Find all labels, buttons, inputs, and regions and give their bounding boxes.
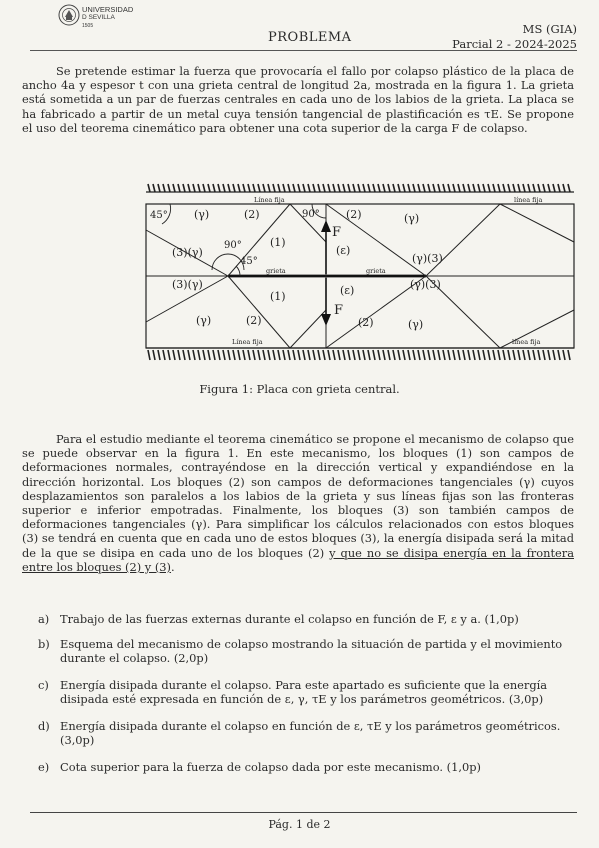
hatch-mark xyxy=(318,350,320,360)
hatch-mark xyxy=(203,184,205,192)
hatch-mark xyxy=(153,350,155,360)
hatch-mark xyxy=(228,350,230,360)
hatch-mark xyxy=(178,184,180,192)
hatch-mark xyxy=(173,184,175,192)
question-label: b) xyxy=(38,636,50,651)
label-eps-bot: (ε) xyxy=(340,284,355,297)
hatch-mark xyxy=(568,350,570,360)
hatch-mark xyxy=(258,184,260,192)
hatch-mark xyxy=(213,350,215,360)
hatch-mark xyxy=(438,350,440,360)
hatch-mark xyxy=(538,184,540,192)
figure-plate-diagram xyxy=(140,170,580,368)
label-fixed-line-tl: Línea fija xyxy=(254,196,285,204)
hatch-mark xyxy=(238,184,240,192)
hatch-mark xyxy=(148,350,150,360)
hatch-mark xyxy=(463,184,465,192)
label-angle-45-left: 45° xyxy=(150,210,168,221)
page-title: PROBLEMA xyxy=(268,30,352,45)
label-fixed-line-tr: línea fija xyxy=(514,196,543,204)
figure-caption: Figura 1: Placa con grieta central. xyxy=(199,382,400,396)
hatch-mark xyxy=(413,184,415,192)
hatch-mark xyxy=(543,350,545,360)
hatch-mark xyxy=(533,184,535,192)
hatch-mark xyxy=(278,184,280,192)
hatch-mark xyxy=(233,350,235,360)
question-label: c) xyxy=(38,677,49,692)
question-d xyxy=(38,719,573,748)
hatch-mark xyxy=(408,184,410,192)
hatch-mark xyxy=(553,350,555,360)
label-fixed-line-bl: Línea fija xyxy=(232,338,263,346)
question-c xyxy=(38,678,573,707)
hatch-mark xyxy=(188,350,190,360)
hatch-mark xyxy=(338,184,340,192)
hatch-mark xyxy=(553,184,555,192)
hatch-mark xyxy=(343,350,345,360)
hatch-mark xyxy=(253,350,255,360)
footer-divider xyxy=(30,812,577,813)
hatch-mark xyxy=(513,184,515,192)
hatch-mark xyxy=(238,350,240,360)
hatch-mark xyxy=(318,184,320,192)
hatch-mark xyxy=(523,184,525,192)
hatch-mark xyxy=(273,350,275,360)
question-list xyxy=(38,612,573,786)
hatch-mark xyxy=(508,350,510,360)
force-arrowhead-down xyxy=(321,314,331,326)
label-block3-gamma-l1: (3)(γ) xyxy=(172,246,203,259)
hatch-mark xyxy=(248,184,250,192)
hatch-mark xyxy=(338,350,340,360)
question-b xyxy=(38,637,573,666)
hatch-mark xyxy=(278,350,280,360)
hatch-mark xyxy=(448,350,450,360)
hatch-mark xyxy=(378,350,380,360)
hatch-mark xyxy=(273,184,275,192)
hatch-mark xyxy=(358,184,360,192)
label-angle-90-top: 90° xyxy=(302,209,320,220)
hatch-mark xyxy=(423,350,425,360)
hatch-mark xyxy=(523,350,525,360)
hatch-mark xyxy=(428,184,430,192)
hatch-mark xyxy=(183,350,185,360)
hatch-mark xyxy=(443,184,445,192)
hatch-mark xyxy=(228,184,230,192)
question-label: a) xyxy=(38,612,50,626)
hatch-mark xyxy=(193,350,195,360)
hatch-mark xyxy=(203,350,205,360)
hatch-mark xyxy=(148,184,150,192)
hatch-mark xyxy=(488,184,490,192)
hatch-mark xyxy=(313,350,315,360)
hatch-mark xyxy=(548,350,550,360)
question-e xyxy=(38,760,573,775)
hatch-mark xyxy=(443,350,445,360)
hatch-mark xyxy=(453,350,455,360)
hatch-mark xyxy=(403,350,405,360)
hatch-mark xyxy=(308,350,310,360)
hatch-mark xyxy=(293,184,295,192)
label-block2-d: (2) xyxy=(358,316,374,329)
hatch-mark xyxy=(263,184,265,192)
question-a xyxy=(38,612,573,627)
hatch-mark xyxy=(258,350,260,360)
label-fixed-line-br: línea fija xyxy=(512,338,541,346)
hatch-mark xyxy=(473,184,475,192)
hatch-mark xyxy=(408,350,410,360)
hatch-mark xyxy=(363,184,365,192)
force-arrowhead-up xyxy=(321,220,331,232)
label-block2-a: (2) xyxy=(244,208,260,221)
hatch-mark xyxy=(173,350,175,360)
university-name: UNIVERSIDAD D SEVILLA 1505 xyxy=(82,5,134,29)
hatch-mark xyxy=(388,184,390,192)
question-text: Energía disipada durante el colapso. Para este apartado es suficiente que la energía disipada esté expresada en función de ε, γ, τE y los parámetros geométricos. (3,0p) xyxy=(60,677,548,706)
hatch-mark xyxy=(393,184,395,192)
hatch-mark xyxy=(383,350,385,360)
hatch-mark xyxy=(288,350,290,360)
hatch-mark xyxy=(418,184,420,192)
hatch-mark xyxy=(328,184,330,192)
course-code: MS (GIA) xyxy=(522,22,577,36)
hatch-mark xyxy=(528,184,530,192)
hatch-mark xyxy=(188,184,190,192)
hatch-mark xyxy=(263,350,265,360)
hatch-mark xyxy=(218,184,220,192)
hatch-mark xyxy=(533,350,535,360)
hatch-mark xyxy=(478,350,480,360)
hatch-mark xyxy=(513,350,515,360)
label-angle-90-left: 90° xyxy=(224,240,242,251)
hatch-mark xyxy=(368,350,370,360)
label-gamma3-r1: (γ)(3) xyxy=(412,252,443,265)
mechanism-text: Para el estudio mediante el teorema cinemático se propone el mecanismo de colapso que se puede observar en la figura 1. En este mecanismo, los bloques (1) son campos de deformaciones normales, contrayéndose en la dirección vertical y expandiéndose en la dirección horizontal. Los bloques (2) son campos de deformaciones tangenciales (γ) cuyos desplazamientos son paralelos a los labios de la grieta y sus líneas fijas son las fronteras superior e inferior empotradas. Finalmente, los bloques (3) son también campos de deformaciones tangenciales (γ). Para simplificar los cálculos relacionados con estos bloques (3) se tendrá en cuenta que en cada uno de estos bloques (3), la energía disipada será la mitad de la que se disipa en cada uno de los bloques (2) xyxy=(22,432,574,560)
hatch-mark xyxy=(453,184,455,192)
label-gamma-a: (γ) xyxy=(194,208,210,221)
question-label: e) xyxy=(38,759,50,774)
question-label: d) xyxy=(38,718,50,733)
university-seal-icon xyxy=(58,4,80,26)
hatch-mark xyxy=(488,350,490,360)
hatch-mark xyxy=(473,350,475,360)
hatch-mark xyxy=(223,184,225,192)
hatch-mark xyxy=(178,350,180,360)
hatch-mark xyxy=(478,184,480,192)
label-crack-center: grieta xyxy=(266,267,286,275)
hatch-mark xyxy=(303,184,305,192)
label-block1-b: (1) xyxy=(270,290,286,303)
hatch-mark xyxy=(323,184,325,192)
hatch-mark xyxy=(568,184,570,192)
question-text: Cota superior para la fuerza de colapso dada por este mecanismo. (1,0p) xyxy=(60,759,481,774)
hatch-mark xyxy=(398,184,400,192)
hatch-mark xyxy=(548,184,550,192)
label-eps-top: (ε) xyxy=(336,244,351,257)
hatch-mark xyxy=(313,184,315,192)
hatch-mark xyxy=(448,184,450,192)
hatch-mark xyxy=(333,184,335,192)
hatch-mark xyxy=(418,350,420,360)
hatch-mark xyxy=(378,184,380,192)
hatch-mark xyxy=(153,184,155,192)
hatch-mark xyxy=(398,350,400,360)
label-force-bot: F xyxy=(334,303,344,318)
hatch-mark xyxy=(403,184,405,192)
hatch-mark xyxy=(353,184,355,192)
label-force-top: F xyxy=(332,225,342,240)
hatch-mark xyxy=(288,184,290,192)
hatch-mark xyxy=(518,184,520,192)
hatch-mark xyxy=(353,350,355,360)
hatch-mark xyxy=(243,350,245,360)
hatch-mark xyxy=(248,350,250,360)
hatch-mark xyxy=(348,350,350,360)
hatch-mark xyxy=(433,350,435,360)
hatch-mark xyxy=(363,350,365,360)
question-text: Trabajo de las fuerzas externas durante el colapso en función de F, ε y a. (1,0p) xyxy=(60,612,519,626)
hatch-mark xyxy=(193,184,195,192)
mechanism-paragraph xyxy=(22,432,574,574)
hatch-mark xyxy=(458,184,460,192)
mechanism-text-end: . xyxy=(171,559,175,574)
page-number: Pág. 1 de 2 xyxy=(268,818,331,831)
hatch-mark xyxy=(168,184,170,192)
hatch-mark xyxy=(508,184,510,192)
exam-name: Parcial 2 - 2024-2025 xyxy=(452,37,577,51)
hatch-mark xyxy=(423,184,425,192)
label-angle-45-mid: 45° xyxy=(240,256,258,267)
underlined-condition: y que no se disipa energía en la frontera entre los bloques (2) y (3) xyxy=(22,545,574,574)
header-divider xyxy=(30,50,577,51)
hatch-mark xyxy=(293,350,295,360)
label-gamma-b: (γ) xyxy=(404,212,420,225)
label-block1-a: (1) xyxy=(270,236,286,249)
hatch-mark xyxy=(243,184,245,192)
hatch-mark xyxy=(268,350,270,360)
hatch-mark xyxy=(333,350,335,360)
hatch-mark xyxy=(433,184,435,192)
hatch-mark xyxy=(498,350,500,360)
hatch-mark xyxy=(183,184,185,192)
hatch-mark xyxy=(158,184,160,192)
hatch-mark xyxy=(198,350,200,360)
hatch-mark xyxy=(383,184,385,192)
hatch-mark xyxy=(223,350,225,360)
hatch-mark xyxy=(483,350,485,360)
hatch-mark xyxy=(503,350,505,360)
hatch-mark xyxy=(493,184,495,192)
hatch-mark xyxy=(163,184,165,192)
hatch-mark xyxy=(563,184,565,192)
hatch-mark xyxy=(463,350,465,360)
question-text: Energía disipada durante el colapso en función de ε, τE y los parámetros geométricos. (3,0p) xyxy=(60,718,561,747)
hatch-mark xyxy=(373,350,375,360)
label-gamma-c: (γ) xyxy=(196,314,212,327)
hatch-mark xyxy=(348,184,350,192)
hatch-mark xyxy=(538,350,540,360)
hatch-mark xyxy=(388,350,390,360)
hatch-mark xyxy=(413,350,415,360)
intro-paragraph: Se pretende estimar la fuerza que provocaría el fallo por colapso plástico de la placa de ancho 4a y espesor t con una grieta central de longitud 2a, mostrada en la figura 1. La grieta está sometida a un par de fuerzas centrales en cada uno de los labios de la grieta. La placa se ha fabricado a partir de un metal cuya tensión tangencial de plastificación es τE. Se propone el uso del teorema cinemático para obtener una cota superior de la carga F de colapso. xyxy=(22,64,574,135)
hatch-mark xyxy=(468,184,470,192)
hatch-mark xyxy=(198,184,200,192)
hatch-mark xyxy=(503,184,505,192)
hatch-mark xyxy=(493,350,495,360)
hatch-mark xyxy=(308,184,310,192)
hatch-mark xyxy=(208,184,210,192)
page-header xyxy=(0,0,599,56)
course-info xyxy=(452,22,577,52)
hatch-mark xyxy=(158,350,160,360)
hatch-mark xyxy=(208,350,210,360)
hatch-mark xyxy=(163,350,165,360)
hatch-mark xyxy=(393,350,395,360)
label-crack-right: grieta xyxy=(366,267,386,275)
hatch-mark xyxy=(168,350,170,360)
label-gamma3-r2: (γ)(3) xyxy=(410,278,441,291)
label-block3-gamma-l2: (3)(γ) xyxy=(172,278,203,291)
hatch-mark xyxy=(298,350,300,360)
hatch-mark xyxy=(283,184,285,192)
label-block2-b: (2) xyxy=(346,208,362,221)
angle-arc-45-mid xyxy=(236,266,240,276)
hatch-mark xyxy=(233,184,235,192)
hatch-mark xyxy=(458,350,460,360)
hatch-mark xyxy=(253,184,255,192)
label-gamma-d: (γ) xyxy=(408,318,424,331)
hatch-mark xyxy=(558,184,560,192)
hatch-mark xyxy=(283,350,285,360)
hatch-mark xyxy=(528,350,530,360)
hatch-mark xyxy=(218,350,220,360)
question-text: Esquema del mecanismo de colapso mostrando la situación de partida y el movimiento durante el colapso. (2,0p) xyxy=(60,636,563,665)
label-block2-c: (2) xyxy=(246,314,262,327)
hatch-mark xyxy=(328,350,330,360)
hatch-mark xyxy=(563,350,565,360)
hatch-mark xyxy=(268,184,270,192)
hatch-mark xyxy=(438,184,440,192)
top-hatch-marks xyxy=(148,184,570,192)
hatch-mark xyxy=(358,350,360,360)
hatch-mark xyxy=(518,350,520,360)
hatch-mark xyxy=(428,350,430,360)
hatch-mark xyxy=(498,184,500,192)
hatch-mark xyxy=(298,184,300,192)
hatch-mark xyxy=(483,184,485,192)
bottom-hatch-marks xyxy=(148,350,570,360)
hatch-mark xyxy=(343,184,345,192)
hatch-mark xyxy=(368,184,370,192)
hatch-mark xyxy=(323,350,325,360)
hatch-mark xyxy=(373,184,375,192)
hatch-mark xyxy=(558,350,560,360)
hatch-mark xyxy=(468,350,470,360)
hatch-mark xyxy=(303,350,305,360)
hatch-mark xyxy=(543,184,545,192)
hatch-mark xyxy=(213,184,215,192)
